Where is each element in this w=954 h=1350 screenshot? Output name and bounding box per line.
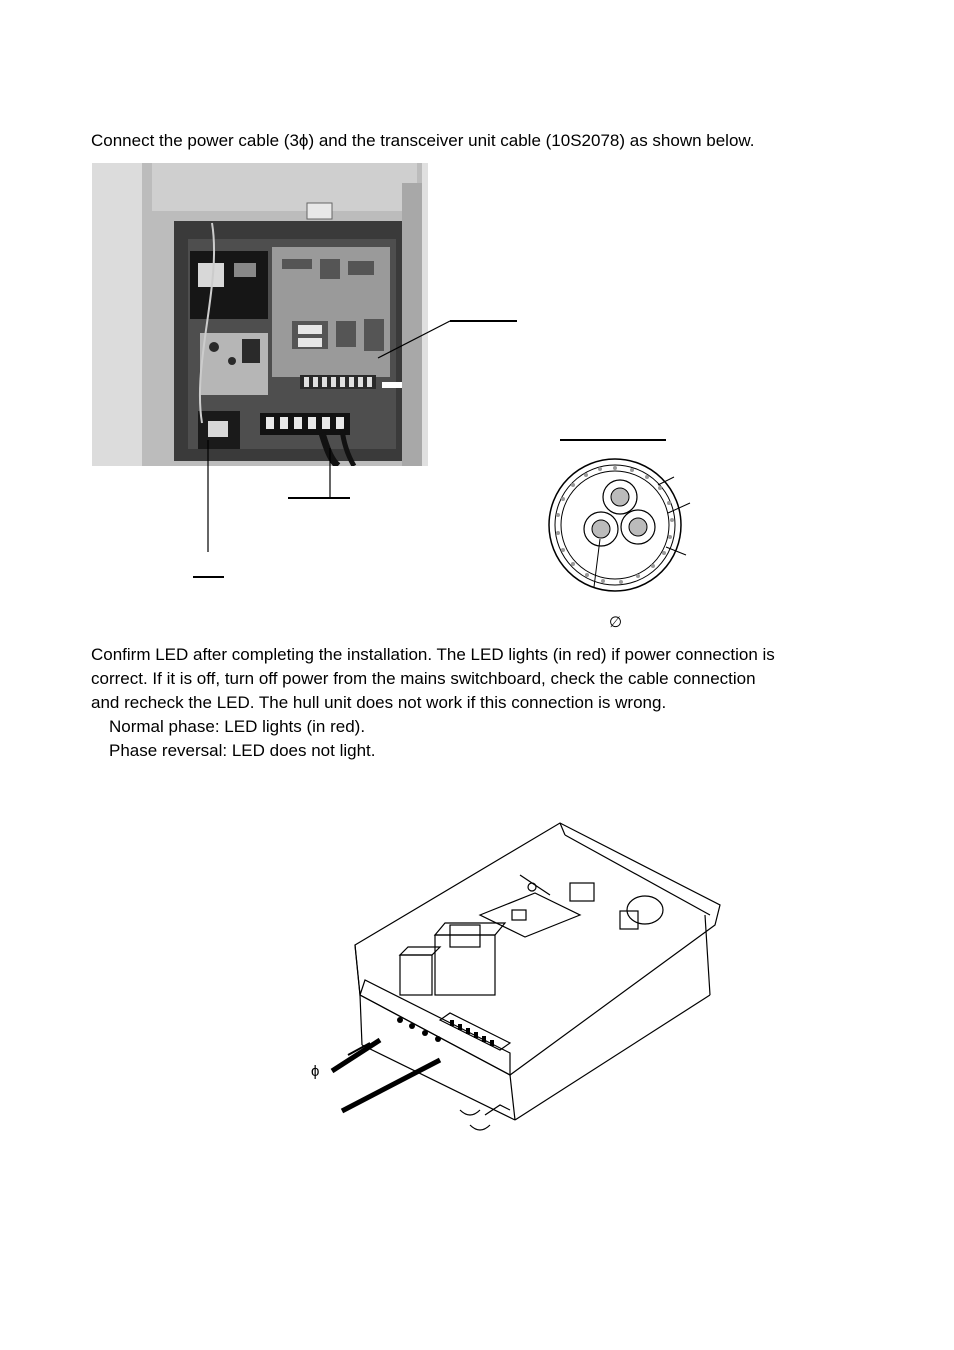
phase-reversal-text: Phase reversal: LED does not light.	[109, 741, 376, 760]
photo-leader-lines	[0, 0, 954, 620]
confirm-line-1: Confirm LED after completing the installation. The LED lights (in red) if power connection is	[91, 645, 775, 664]
confirm-paragraph	[91, 643, 851, 763]
intro-after: ) and the transceiver unit cable (10S2078) as shown below.	[308, 131, 755, 150]
intro-before: Connect the power cable (3	[91, 131, 299, 150]
confirm-line-2: correct. If it is off, turn off power from the mains switchboard, check the cable connection	[91, 669, 756, 688]
normal-phase-text: Normal phase: LED lights (in red).	[109, 717, 366, 736]
hull-unit-drawing	[300, 815, 730, 1145]
cable-cross-section	[540, 455, 700, 595]
diameter-symbol: ∅	[609, 614, 623, 631]
bottom-phi-label: ϕ	[311, 1063, 320, 1080]
confirm-line-3: and recheck the LED. The hull unit does not work if this connection is wrong.	[91, 693, 667, 712]
phi-symbol: ϕ	[298, 131, 309, 150]
